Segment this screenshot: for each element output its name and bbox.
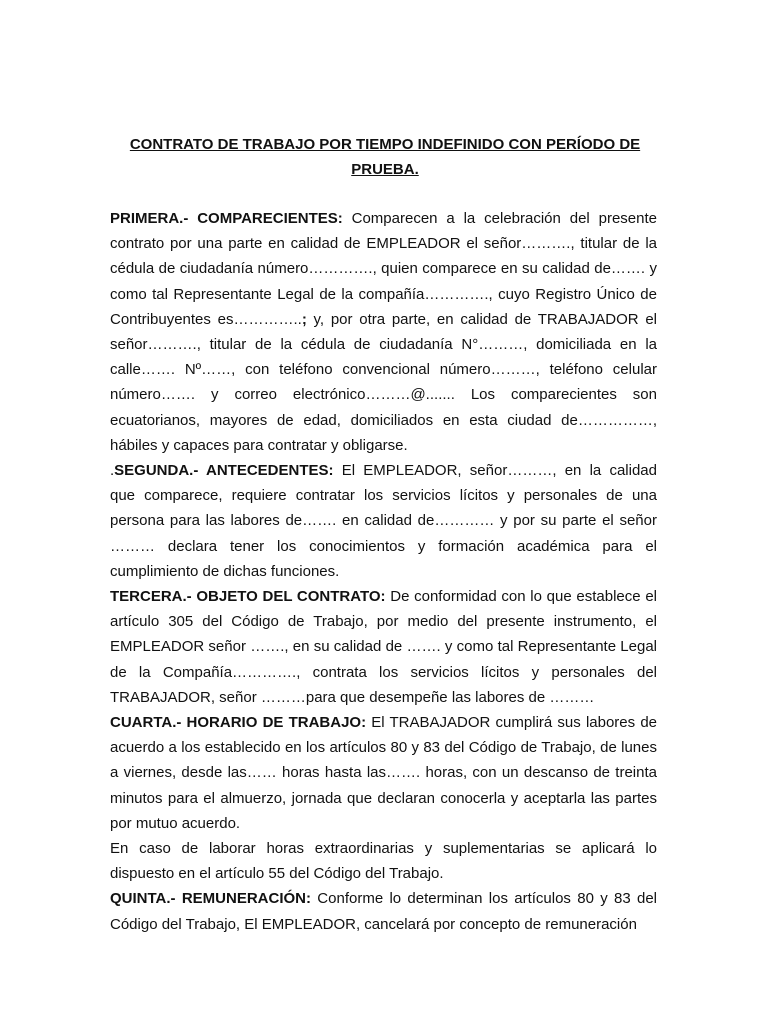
- clause-heading: SEGUNDA.- ANTECEDENTES:: [114, 462, 334, 480]
- clause-emphasis: ;: [301, 310, 307, 328]
- clause-cuarta: [110, 710, 657, 836]
- clause-prefix: .: [110, 462, 115, 480]
- clause-quinta: [110, 886, 657, 936]
- clause-text: Conforme lo determinan los artículos 80 y 83 del Código del Trabajo, El EMPLEADOR, cancelará por concepto de remuneración: [110, 890, 658, 933]
- clause-cuarta-extra: [110, 836, 657, 886]
- clause-tercera: [110, 584, 657, 710]
- clause-heading: PRIMERA.- COMPARECIENTES:: [110, 210, 343, 227]
- clause-primera: [110, 206, 657, 458]
- clause-text: El EMPLEADOR, señor………, en la calidad que comparece, requiere contratar los servicios lícitos y personales de una persona para las labores de……. en calidad de………… y por su parte el señor ……… declara tener los conocimientos y formación académica para el cumplimiento de dichas funciones.: [110, 462, 657, 580]
- clause-heading: CUARTA.- HORARIO DE TRABAJO:: [110, 714, 367, 732]
- clause-heading: TERCERA.- OBJETO DEL CONTRATO:: [110, 588, 386, 606]
- document-title: CONTRATO DE TRABAJO POR TIEMPO INDEFINIDO CON PERÍODO DE PRUEBA.: [129, 136, 641, 178]
- clause-heading: QUINTA.- REMUNERACIÓN:: [110, 890, 312, 908]
- document-body: [110, 206, 657, 937]
- clause-text: En caso de laborar horas extraordinarias y suplementarias se aplicará lo dispuesto en el artículo 55 del Código del Trabajo.: [110, 840, 657, 883]
- clause-text: De conformidad con lo que establece el artículo 305 del Código de Trabajo, por medio del presente instrumento, el EMPLEADOR señor ……., en su calidad de ……. y como tal Representante Legal de la Compañía…………., contrata los servicios lícitos y personales del TRABAJADOR, señor ………para que desempeñe las labores de ………: [110, 588, 657, 706]
- clause-text: Comparecen a la celebración del presente contrato por una parte en calidad de EMPLEADOR el señor………., titular de la cédula de ciudadanía número…………., quien comparece en su calidad de……. y como tal Representante Legal de la compañía…………., cuyo Registro Único de Contribuyentes es…………..: [110, 210, 657, 328]
- clause-segunda: [110, 458, 657, 584]
- clause-text: y, por otra parte, en calidad de TRABAJADOR el señor………., titular de la cédula de ciudadanía N°………, domiciliada en la calle……. Nº……, con teléfono convencional número………, teléfono celular número……. y correo electrónico………@....... Los comparecientes son ecuatorianos, mayores de edad, domiciliados en esta ciudad de……………, hábiles y capaces para contratar y obligarse.: [110, 310, 657, 454]
- clause-text: El TRABAJADOR cumplirá sus labores de acuerdo a los establecido en los artículos 80 y 83 del Código de Trabajo, de lunes a viernes, desde las…… horas hasta las……. horas, con un descanso de treinta minutos para el almuerzo, jornada que declaran conocerla y aceptarla las partes por mutuo acuerdo.: [110, 714, 658, 832]
